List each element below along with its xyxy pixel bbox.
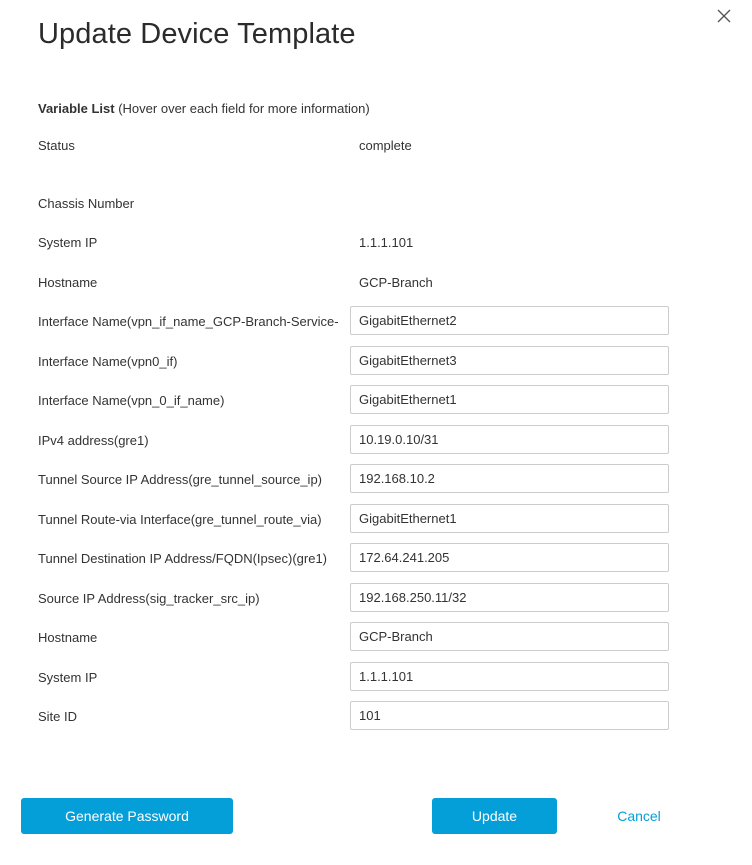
field-value: 1.1.1.101 (359, 235, 414, 250)
form-row-tunnel-route-via (0, 504, 752, 544)
form-row-status (0, 130, 752, 170)
close-icon[interactable] (712, 4, 736, 28)
field-label: Interface Name(vpn_0_if_name) (38, 393, 225, 408)
cancel-button[interactable]: Cancel (592, 798, 686, 834)
field-label: System IP (38, 669, 98, 685)
page-title: Update Device Template (38, 18, 356, 50)
site-id-input[interactable] (350, 701, 669, 730)
form-row-tunnel-source-ip (0, 464, 752, 504)
field-label: Status (38, 138, 75, 153)
field-label: Tunnel Route-via Interface(gre_tunnel_route_via) (38, 511, 322, 527)
form-row-interface-name-service (0, 306, 752, 346)
field-label: System IP (38, 235, 98, 250)
hostname-input[interactable] (350, 622, 669, 651)
form-row-tunnel-destination-ip (0, 543, 752, 583)
field-label: Tunnel Destination IP Address/FQDN(Ipsec)(gre1) (38, 551, 328, 566)
field-label: Hostname (38, 274, 98, 290)
variable-list-form (0, 130, 752, 741)
form-row-system-ip-editable (0, 662, 752, 702)
interface-name-vpn-0-if-name-input[interactable] (350, 385, 669, 414)
form-row-interface-name-vpn0-if (0, 346, 752, 386)
generate-password-button[interactable]: Generate Password (21, 798, 233, 834)
form-row-site-id (0, 701, 752, 741)
field-label: Site ID (38, 709, 78, 724)
sig-tracker-src-ip-input[interactable] (350, 583, 669, 612)
ipv4-address-gre1-input[interactable] (350, 425, 669, 454)
field-label: IPv4 address(gre1) (38, 432, 149, 448)
form-row-system-ip (0, 227, 752, 267)
field-label: Source IP Address(sig_tracker_src_ip) (38, 590, 260, 606)
variable-list-hint: (Hover over each field for more information) (118, 101, 370, 116)
form-row-interface-name-vpn-0-if-name (0, 385, 752, 425)
form-row-ipv4-address-gre1 (0, 425, 752, 465)
form-row-hostname (0, 267, 752, 307)
field-label: Chassis Number (38, 195, 135, 211)
field-label: Interface Name(vpn_if_name_GCP-Branch-Service- (38, 314, 339, 329)
variable-list-header (38, 101, 370, 116)
form-row-sig-tracker-src-ip (0, 583, 752, 623)
dialog-footer (0, 798, 752, 838)
update-button[interactable]: Update (432, 798, 557, 834)
field-value: GCP-Branch (359, 274, 433, 290)
interface-name-vpn0-if-input[interactable] (350, 346, 669, 375)
tunnel-destination-ip-input[interactable] (350, 543, 669, 572)
field-label: Hostname (38, 630, 98, 645)
field-label: Tunnel Source IP Address(gre_tunnel_source_ip) (38, 472, 323, 487)
field-label: Interface Name(vpn0_if) (38, 353, 178, 369)
form-row-hostname-editable (0, 622, 752, 662)
variable-list-label: Variable List (38, 101, 115, 116)
tunnel-route-via-input[interactable] (350, 504, 669, 533)
form-row-chassis-number (0, 188, 752, 228)
interface-name-service-input[interactable] (350, 306, 669, 335)
tunnel-source-ip-input[interactable] (350, 464, 669, 493)
system-ip-input[interactable] (350, 662, 669, 691)
field-value: complete (359, 138, 412, 153)
